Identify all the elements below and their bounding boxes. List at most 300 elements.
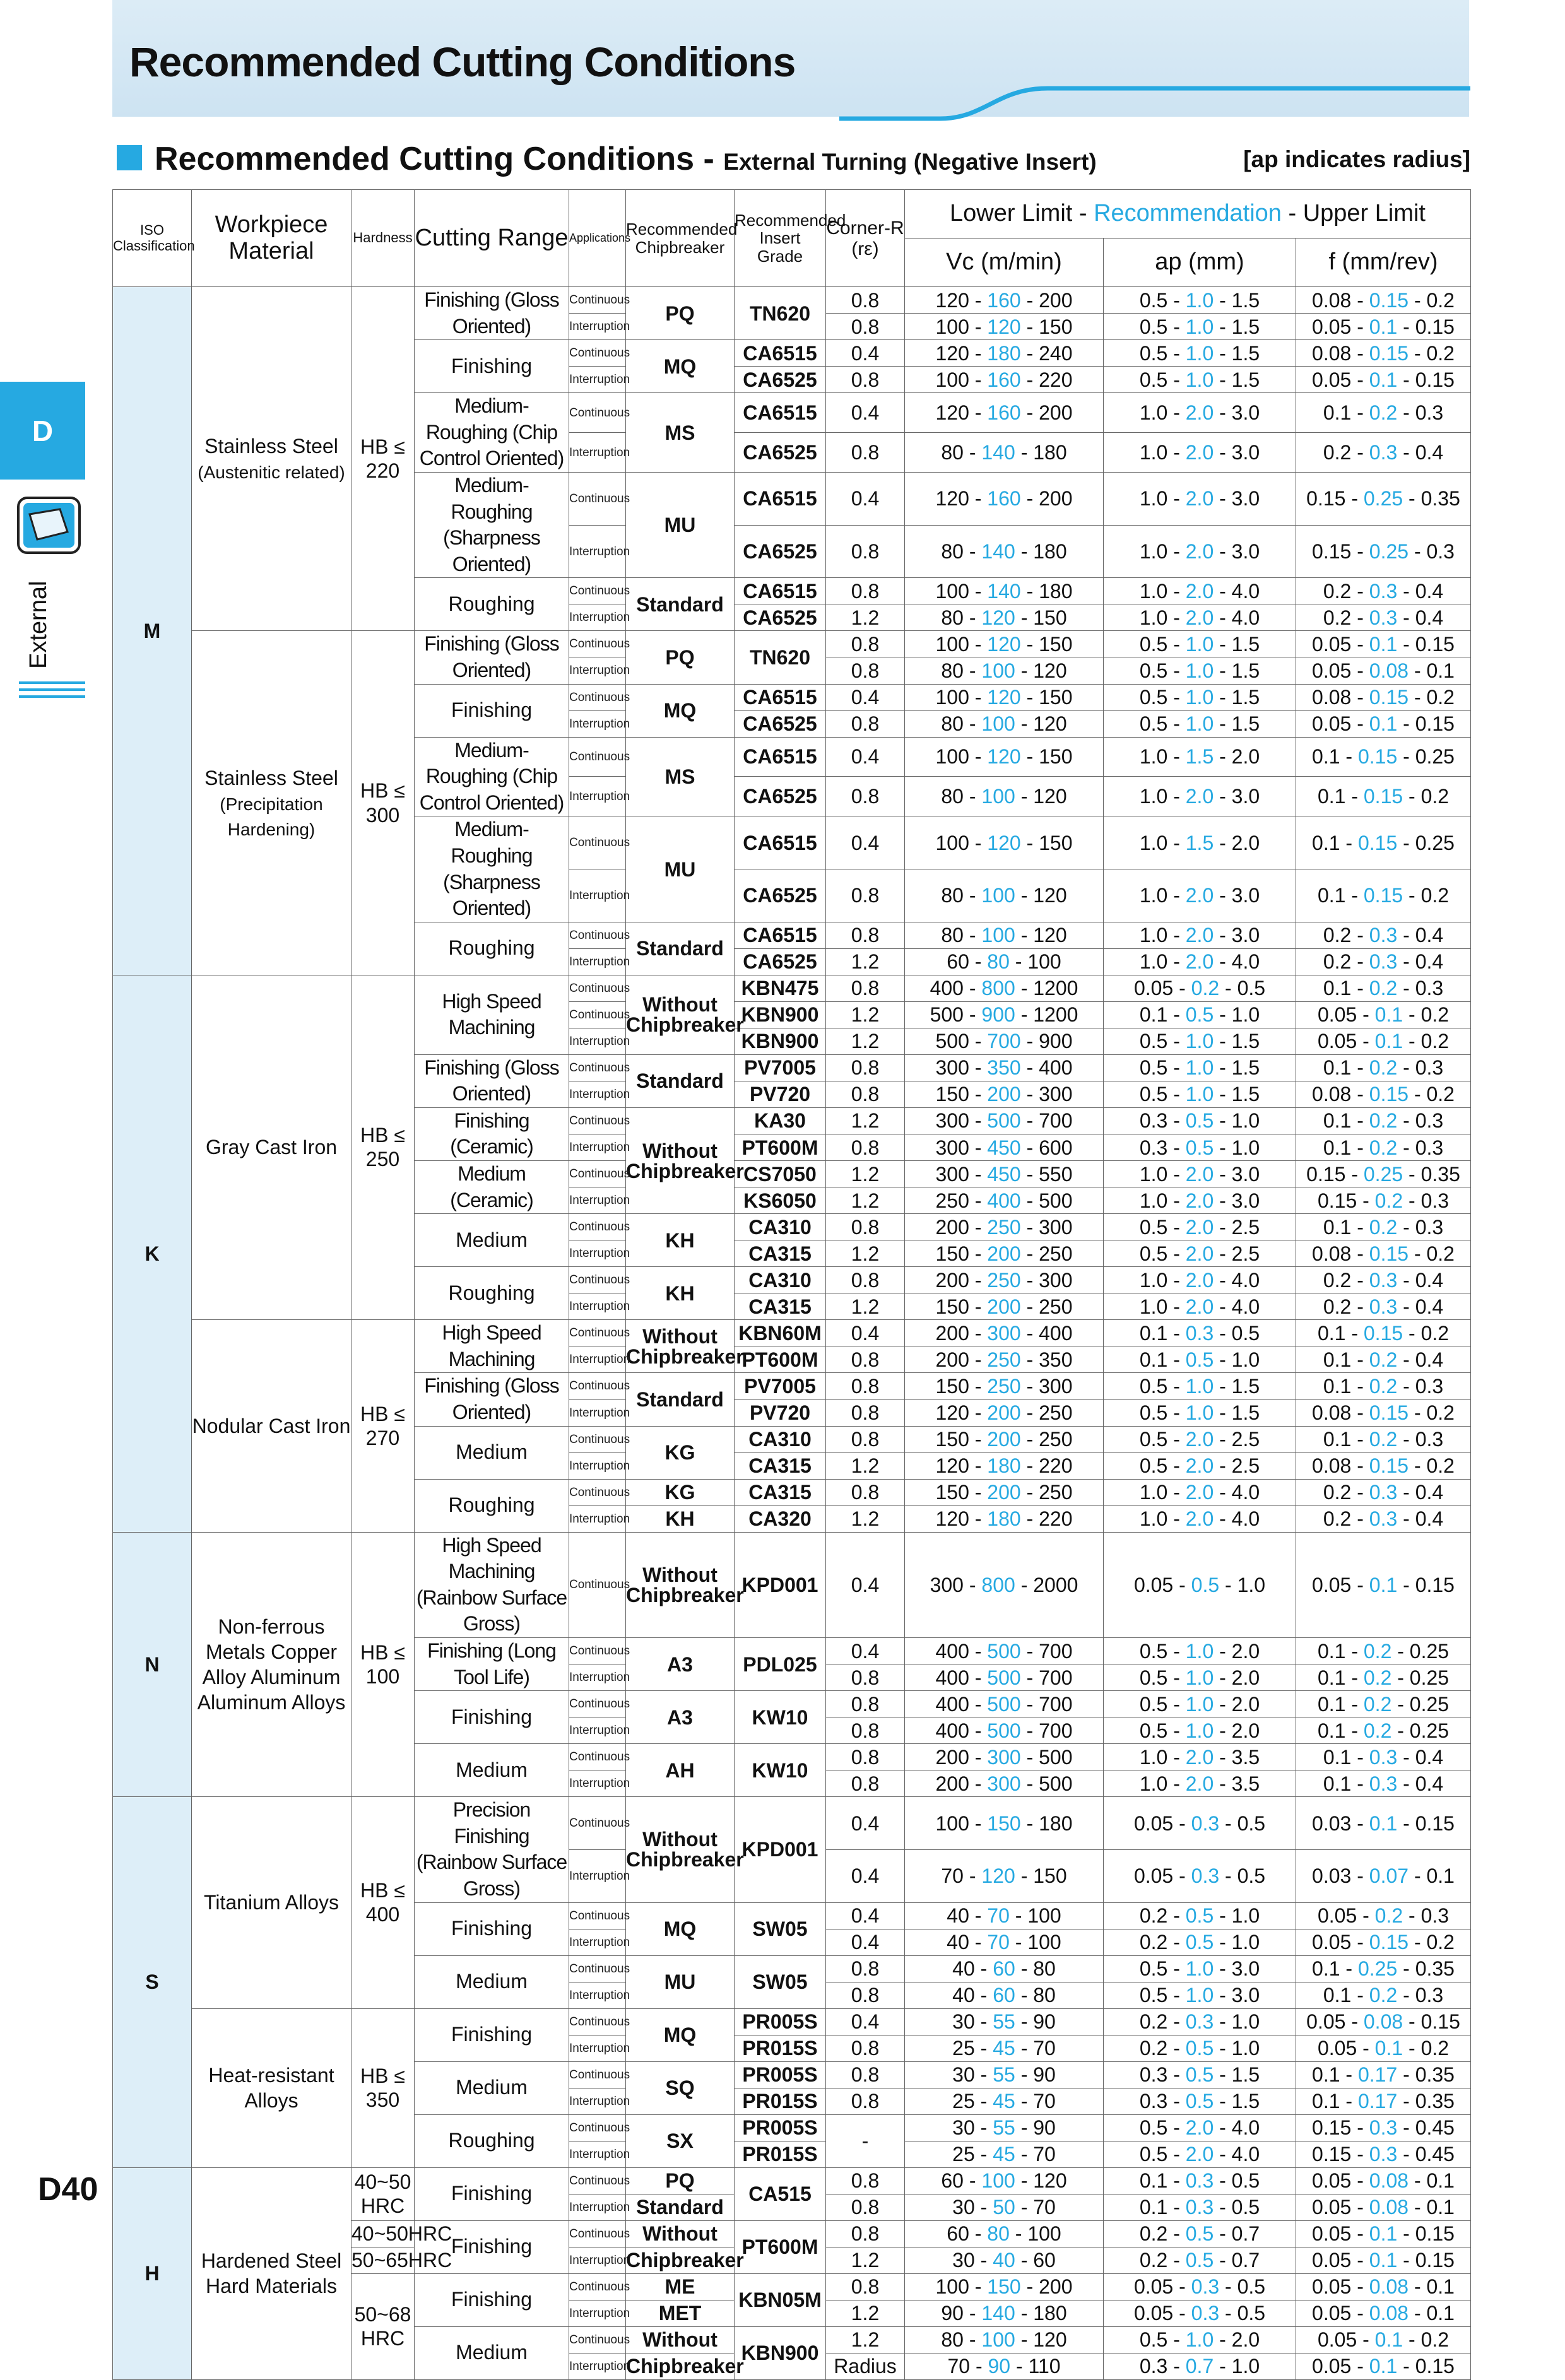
table-row: [113, 975, 1471, 1001]
ap-cell: 0.5 - 1.0 - 1.5: [1104, 1081, 1296, 1107]
iso-class: K: [113, 975, 192, 1532]
insert-grade: PV720: [735, 1399, 826, 1426]
hardness: 50~68 HRC: [351, 2273, 415, 2379]
ap-cell: 1.0 - 2.0 - 4.0: [1104, 1293, 1296, 1320]
vc-cell: 100 - 120 - 150: [905, 737, 1104, 777]
vc-cell: 400 - 500 - 700: [905, 1717, 1104, 1744]
ap-cell: 0.5 - 2.0 - 2.5: [1104, 1426, 1296, 1452]
cutting-range: Finishing: [415, 1691, 569, 1744]
insert-grade: CA315: [735, 1452, 826, 1479]
application: Continuous: [569, 922, 626, 948]
limit-post: - Upper Limit: [1281, 200, 1426, 227]
vc-cell: 80 - 140 - 180: [905, 525, 1104, 578]
application: Continuous: [569, 2326, 626, 2353]
corner-r: 0.8: [826, 433, 905, 473]
f-cell: 0.1 - 0.17 - 0.35: [1296, 2061, 1471, 2088]
ap-cell: 0.1 - 0.3 - 0.5: [1104, 1320, 1296, 1346]
f-cell: 0.1 - 0.2 - 0.3: [1296, 1107, 1471, 1134]
chipbreaker: MQ: [626, 340, 735, 393]
section-header: [117, 139, 1470, 179]
insert-grade: PR005S: [735, 2061, 826, 2088]
application: Interruption: [569, 367, 626, 393]
chipbreaker: Chipbreaker: [626, 2247, 735, 2273]
ap-cell: 0.5 - 1.0 - 3.0: [1104, 1982, 1296, 2008]
corner-r: 0.4: [826, 393, 905, 433]
vc-cell: 80 - 100 - 120: [905, 922, 1104, 948]
application: Interruption: [569, 2035, 626, 2061]
chipbreaker: Without Chipbreaker: [626, 1797, 735, 1902]
vc-cell: 150 - 200 - 300: [905, 1081, 1104, 1107]
vc-cell: 200 - 300 - 400: [905, 1320, 1104, 1346]
corner-r: 0.8: [826, 869, 905, 922]
hardness: HB ≤ 270: [351, 1320, 415, 1532]
ap-cell: 0.2 - 0.5 - 0.7: [1104, 2220, 1296, 2247]
insert-grade: CA6525: [735, 525, 826, 578]
application: Continuous: [569, 472, 626, 525]
workpiece-material: Nodular Cast Iron: [192, 1320, 351, 1532]
table-row: [113, 287, 1471, 314]
insert-grade: CA515: [735, 2167, 826, 2220]
ap-cell: 0.5 - 1.0 - 2.0: [1104, 1717, 1296, 1744]
chipbreaker: KG: [626, 1426, 735, 1479]
application: Interruption: [569, 1134, 626, 1160]
insert-grade: CA6525: [735, 710, 826, 737]
f-cell: 0.2 - 0.3 - 0.4: [1296, 1505, 1471, 1532]
ap-cell: 1.0 - 2.0 - 3.0: [1104, 393, 1296, 433]
f-cell: 0.1 - 0.2 - 0.3: [1296, 1426, 1471, 1452]
vc-cell: 300 - 450 - 600: [905, 1134, 1104, 1160]
col-f: f (mm/rev): [1296, 239, 1471, 287]
f-cell: 0.05 - 0.1 - 0.15: [1296, 2220, 1471, 2247]
chipbreaker: MS: [626, 393, 735, 473]
ap-cell: 1.0 - 2.0 - 3.5: [1104, 1770, 1296, 1797]
chipbreaker: MQ: [626, 684, 735, 737]
corner-r: 0.8: [826, 1744, 905, 1770]
ap-cell: 0.2 - 0.5 - 1.0: [1104, 1902, 1296, 1929]
ap-cell: 0.5 - 1.0 - 1.5: [1104, 1028, 1296, 1054]
corner-r: 0.4: [826, 816, 905, 869]
chipbreaker: Without: [626, 2220, 735, 2247]
vc-cell: 100 - 140 - 180: [905, 578, 1104, 604]
application: Continuous: [569, 393, 626, 433]
corner-r: 0.8: [826, 1054, 905, 1081]
vc-cell: 100 - 150 - 180: [905, 1797, 1104, 1850]
f-cell: 0.05 - 0.15 - 0.2: [1296, 1929, 1471, 1955]
f-cell: 0.05 - 0.08 - 0.1: [1296, 2273, 1471, 2300]
corner-r: 0.4: [826, 1797, 905, 1850]
cutting-range: Medium: [415, 2326, 569, 2379]
ap-cell: 0.5 - 1.0 - 1.5: [1104, 657, 1296, 684]
cutting-range: Medium-Roughing (Chip Control Oriented): [415, 737, 569, 816]
chipbreaker: KH: [626, 1505, 735, 1532]
workpiece-material: Heat-resistant Alloys: [192, 2008, 351, 2167]
insert-grade: PR005S: [735, 2114, 826, 2141]
application: Interruption: [569, 948, 626, 975]
section-note: [ap indicates radius]: [1243, 146, 1470, 172]
chipbreaker: Standard: [626, 1054, 735, 1107]
ap-cell: 0.5 - 1.0 - 1.5: [1104, 314, 1296, 340]
hardness: 50~65HRC: [351, 2247, 415, 2273]
application: Interruption: [569, 1982, 626, 2008]
f-cell: 0.2 - 0.3 - 0.4: [1296, 922, 1471, 948]
corner-r: 0.8: [826, 657, 905, 684]
corner-r: 0.8: [826, 2273, 905, 2300]
insert-grade: CA6525: [735, 433, 826, 473]
section-marker-icon: [117, 145, 142, 170]
iso-class: H: [113, 2167, 192, 2379]
f-cell: 0.2 - 0.3 - 0.4: [1296, 948, 1471, 975]
corner-r: 0.8: [826, 578, 905, 604]
ap-cell: 0.5 - 1.0 - 1.5: [1104, 367, 1296, 393]
insert-grade: KPD001: [735, 1532, 826, 1637]
ap-cell: 0.5 - 2.0 - 2.5: [1104, 1452, 1296, 1479]
f-cell: 0.08 - 0.15 - 0.2: [1296, 340, 1471, 367]
table-body: [113, 287, 1471, 2380]
corner-r: 0.8: [826, 1982, 905, 2008]
f-cell: 0.05 - 0.1 - 0.2: [1296, 2326, 1471, 2353]
f-cell: 0.2 - 0.3 - 0.4: [1296, 1293, 1471, 1320]
application: Interruption: [569, 604, 626, 631]
chipbreaker: KG: [626, 1479, 735, 1505]
ap-cell: 0.2 - 0.5 - 1.0: [1104, 1929, 1296, 1955]
chipbreaker: MET: [626, 2300, 735, 2326]
cutting-range: Finishing: [415, 2008, 569, 2061]
cutting-range: High Speed Machining: [415, 1320, 569, 1373]
f-cell: 0.15 - 0.3 - 0.45: [1296, 2114, 1471, 2141]
workpiece-material: Titanium Alloys: [192, 1797, 351, 2008]
corner-r: 0.8: [826, 2088, 905, 2114]
cutting-range: Roughing: [415, 578, 569, 631]
corner-r: 0.8: [826, 2167, 905, 2194]
ap-cell: 1.0 - 2.0 - 3.0: [1104, 433, 1296, 473]
application: Interruption: [569, 1399, 626, 1426]
insert-grade: KPD001: [735, 1797, 826, 1902]
vc-cell: 120 - 180 - 220: [905, 1505, 1104, 1532]
chipbreaker: KH: [626, 1267, 735, 1320]
corner-r: 0.8: [826, 1081, 905, 1107]
chipbreaker: Without Chipbreaker: [626, 1320, 735, 1373]
corner-r: 0.8: [826, 2220, 905, 2247]
f-cell: 0.1 - 0.2 - 0.3: [1296, 1214, 1471, 1240]
ap-cell: 1.0 - 1.5 - 2.0: [1104, 816, 1296, 869]
col-ap: ap (mm): [1104, 239, 1296, 287]
vc-cell: 60 - 80 - 100: [905, 948, 1104, 975]
corner-r: 1.2: [826, 1187, 905, 1214]
hardness: 40~50 HRC: [351, 2167, 415, 2220]
page-number: D40: [38, 2171, 98, 2208]
insert-grade: KS6050: [735, 1187, 826, 1214]
application: Interruption: [569, 2141, 626, 2167]
application: Continuous: [569, 1320, 626, 1346]
vc-cell: 80 - 100 - 120: [905, 777, 1104, 816]
insert-grade: CA6515: [735, 340, 826, 367]
vc-cell: 120 - 180 - 220: [905, 1452, 1104, 1479]
f-cell: 0.15 - 0.25 - 0.35: [1296, 1161, 1471, 1187]
hardness: HB ≤ 350: [351, 2008, 415, 2167]
vc-cell: 120 - 180 - 240: [905, 340, 1104, 367]
f-cell: 0.1 - 0.2 - 0.25: [1296, 1691, 1471, 1717]
chipbreaker: Without: [626, 2326, 735, 2353]
cutting-range: Medium-Roughing (Sharpness Oriented): [415, 472, 569, 577]
cutting-range: Finishing: [415, 2220, 569, 2273]
insert-grade: PR005S: [735, 2008, 826, 2035]
col-material: Workpiece Material: [192, 190, 351, 287]
chipbreaker: ME: [626, 2273, 735, 2300]
application: Continuous: [569, 2061, 626, 2088]
f-cell: 0.05 - 0.2 - 0.3: [1296, 1902, 1471, 1929]
corner-r: 1.2: [826, 604, 905, 631]
vc-cell: 150 - 200 - 250: [905, 1479, 1104, 1505]
f-cell: 0.1 - 0.3 - 0.4: [1296, 1744, 1471, 1770]
section-title: Recommended Cutting Conditions -: [155, 141, 724, 177]
chipbreaker: SQ: [626, 2061, 735, 2114]
iso-class: S: [113, 1797, 192, 2167]
chipbreaker: Standard: [626, 922, 735, 975]
f-cell: 0.15 - 0.25 - 0.3: [1296, 525, 1471, 578]
f-cell: 0.08 - 0.15 - 0.2: [1296, 1399, 1471, 1426]
cutting-range: Medium (Ceramic): [415, 1161, 569, 1214]
application: Continuous: [569, 684, 626, 710]
hardness: HB ≤ 100: [351, 1532, 415, 1797]
f-cell: 0.1 - 0.2 - 0.4: [1296, 1346, 1471, 1373]
ap-cell: 0.5 - 1.0 - 2.0: [1104, 2326, 1296, 2353]
vc-cell: 80 - 140 - 180: [905, 433, 1104, 473]
ap-cell: 1.0 - 2.0 - 3.0: [1104, 777, 1296, 816]
ap-cell: 0.5 - 1.0 - 1.5: [1104, 287, 1296, 314]
insert-grade: PV7005: [735, 1373, 826, 1399]
cutting-conditions-table: [112, 189, 1471, 2380]
insert-grade: TN620: [735, 287, 826, 340]
corner-r: Radius: [826, 2353, 905, 2379]
application: Continuous: [569, 1638, 626, 1664]
insert-grade: KBN60M: [735, 1320, 826, 1346]
table-row: [113, 2167, 1471, 2194]
f-cell: 0.15 - 0.25 - 0.35: [1296, 472, 1471, 525]
corner-r: 0.8: [826, 1214, 905, 1240]
cutting-range: Finishing (Gloss Oriented): [415, 287, 569, 340]
application: Interruption: [569, 433, 626, 473]
cutting-range: Medium-Roughing (Sharpness Oriented): [415, 816, 569, 922]
insert-grade: CA6525: [735, 604, 826, 631]
application: Continuous: [569, 737, 626, 777]
ap-cell: 1.0 - 2.0 - 3.0: [1104, 472, 1296, 525]
vc-cell: 400 - 500 - 700: [905, 1638, 1104, 1664]
ap-cell: 0.05 - 0.3 - 0.5: [1104, 1849, 1296, 1902]
ap-cell: 1.0 - 2.0 - 4.0: [1104, 1505, 1296, 1532]
f-cell: 0.05 - 0.1 - 0.2: [1296, 1028, 1471, 1054]
application: Interruption: [569, 2247, 626, 2273]
application: Continuous: [569, 578, 626, 604]
cutting-range: Medium: [415, 1744, 569, 1797]
insert-grade: SW05: [735, 1955, 826, 2008]
insert-grade: PV720: [735, 1081, 826, 1107]
corner-r: 1.2: [826, 1505, 905, 1532]
chipbreaker: Standard: [626, 578, 735, 631]
vc-cell: 200 - 300 - 500: [905, 1770, 1104, 1797]
ap-cell: 0.5 - 1.0 - 1.5: [1104, 1373, 1296, 1399]
insert-grade: CA6525: [735, 367, 826, 393]
ap-cell: 0.5 - 1.0 - 1.5: [1104, 684, 1296, 710]
ap-cell: 0.05 - 0.2 - 0.5: [1104, 975, 1296, 1001]
application: Interruption: [569, 710, 626, 737]
ap-cell: 1.0 - 2.0 - 3.0: [1104, 525, 1296, 578]
f-cell: 0.1 - 0.15 - 0.25: [1296, 816, 1471, 869]
insert-grade: CA6525: [735, 948, 826, 975]
chipbreaker: AH: [626, 1744, 735, 1797]
vc-cell: 100 - 120 - 150: [905, 631, 1104, 657]
corner-r: 0.8: [826, 975, 905, 1001]
corner-r: 0.8: [826, 314, 905, 340]
vc-cell: 80 - 100 - 120: [905, 710, 1104, 737]
application: Interruption: [569, 1849, 626, 1902]
cutting-range: Medium: [415, 2061, 569, 2114]
vc-cell: 300 - 350 - 400: [905, 1054, 1104, 1081]
ap-cell: 0.1 - 0.3 - 0.5: [1104, 2194, 1296, 2220]
cutting-range: Finishing (Ceramic): [415, 1107, 569, 1160]
table-row: [113, 1797, 1471, 1850]
chipbreaker: Without Chipbreaker: [626, 1532, 735, 1637]
insert-grade: CA315: [735, 1293, 826, 1320]
f-cell: 0.15 - 0.2 - 0.3: [1296, 1187, 1471, 1214]
insert-grade: CA315: [735, 1240, 826, 1267]
vc-cell: 300 - 800 - 2000: [905, 1532, 1104, 1637]
application: Continuous: [569, 631, 626, 657]
vc-cell: 150 - 200 - 250: [905, 1426, 1104, 1452]
vc-cell: 30 - 55 - 90: [905, 2061, 1104, 2088]
application: Continuous: [569, 340, 626, 367]
ap-cell: 0.5 - 2.0 - 4.0: [1104, 2114, 1296, 2141]
workpiece-material: Stainless Steel (Austenitic related): [192, 287, 351, 631]
insert-grade: CA6515: [735, 816, 826, 869]
application: Continuous: [569, 1107, 626, 1134]
cutting-range: Roughing: [415, 1479, 569, 1532]
corner-r: 0.4: [826, 1929, 905, 1955]
table-row: [113, 1532, 1471, 1637]
corner-r: 0.4: [826, 1902, 905, 1929]
application: Continuous: [569, 816, 626, 869]
application: Interruption: [569, 2300, 626, 2326]
corner-r: 1.2: [826, 1107, 905, 1134]
application: Continuous: [569, 1054, 626, 1081]
insert-grade: KW10: [735, 1691, 826, 1744]
corner-r: 0.8: [826, 2194, 905, 2220]
vc-cell: 150 - 250 - 300: [905, 1373, 1104, 1399]
chipbreaker: Standard: [626, 2194, 735, 2220]
corner-r: -: [826, 2114, 905, 2167]
f-cell: 0.1 - 0.15 - 0.25: [1296, 737, 1471, 777]
ap-cell: 1.0 - 1.5 - 2.0: [1104, 737, 1296, 777]
ap-cell: 0.5 - 1.0 - 2.0: [1104, 1664, 1296, 1691]
cutting-range: Roughing: [415, 2114, 569, 2167]
corner-r: 0.4: [826, 1532, 905, 1637]
chipbreaker: Standard: [626, 1373, 735, 1426]
corner-r: 1.2: [826, 1001, 905, 1028]
f-cell: 0.1 - 0.17 - 0.35: [1296, 2088, 1471, 2114]
corner-r: 0.8: [826, 2061, 905, 2088]
insert-grade: SW05: [735, 1902, 826, 1955]
hardness: HB ≤ 220: [351, 287, 415, 631]
vc-cell: 100 - 150 - 200: [905, 2273, 1104, 2300]
vc-cell: 200 - 250 - 300: [905, 1214, 1104, 1240]
insert-grade: KW10: [735, 1744, 826, 1797]
f-cell: 0.2 - 0.3 - 0.4: [1296, 1479, 1471, 1505]
vc-cell: 40 - 70 - 100: [905, 1929, 1104, 1955]
f-cell: 0.05 - 0.08 - 0.1: [1296, 2194, 1471, 2220]
insert-grade: KBN05M: [735, 2273, 826, 2326]
vc-cell: 200 - 250 - 350: [905, 1346, 1104, 1373]
application: Interruption: [569, 1346, 626, 1373]
vc-cell: 150 - 200 - 250: [905, 1293, 1104, 1320]
vc-cell: 70 - 120 - 150: [905, 1849, 1104, 1902]
application: Interruption: [569, 2353, 626, 2379]
insert-grade: PR015S: [735, 2141, 826, 2167]
ap-cell: 0.3 - 0.5 - 1.0: [1104, 1107, 1296, 1134]
cutting-range: Finishing (Gloss Oriented): [415, 1054, 569, 1107]
f-cell: 0.05 - 0.08 - 0.15: [1296, 2008, 1471, 2035]
vc-cell: 60 - 100 - 120: [905, 2167, 1104, 2194]
ap-cell: 0.5 - 1.0 - 2.0: [1104, 1638, 1296, 1664]
workpiece-material: Hardened Steel Hard Materials: [192, 2167, 351, 2379]
table-row: [113, 2008, 1471, 2035]
insert-grade: PV7005: [735, 1054, 826, 1081]
cutting-range: High Speed Machining: [415, 975, 569, 1054]
f-cell: 0.1 - 0.15 - 0.2: [1296, 1320, 1471, 1346]
ap-cell: 0.5 - 1.0 - 1.5: [1104, 710, 1296, 737]
corner-r: 0.8: [826, 710, 905, 737]
ap-cell: 0.05 - 0.3 - 0.5: [1104, 2300, 1296, 2326]
hardness: HB ≤ 300: [351, 631, 415, 975]
application: Interruption: [569, 1187, 626, 1214]
f-cell: 0.1 - 0.2 - 0.25: [1296, 1638, 1471, 1664]
insert-grade: CA6515: [735, 472, 826, 525]
corner-r: 0.8: [826, 1691, 905, 1717]
insert-grade: CA6515: [735, 578, 826, 604]
f-cell: 0.03 - 0.1 - 0.15: [1296, 1797, 1471, 1850]
application: Continuous: [569, 2008, 626, 2035]
iso-class: M: [113, 287, 192, 975]
corner-r: 1.2: [826, 1161, 905, 1187]
application: Interruption: [569, 1505, 626, 1532]
workpiece-material: Stainless Steel (Precipitation Hardening): [192, 631, 351, 975]
corner-r: 0.8: [826, 2035, 905, 2061]
insert-icon: [16, 495, 82, 555]
f-cell: 0.1 - 0.2 - 0.3: [1296, 1982, 1471, 2008]
col-applications: Applications: [569, 190, 626, 287]
chipbreaker: A3: [626, 1638, 735, 1691]
limit-rec: Recommendation: [1094, 200, 1282, 227]
application: Continuous: [569, 2273, 626, 2300]
chapter-tab[interactable]: D: [0, 382, 85, 480]
f-cell: 0.2 - 0.3 - 0.4: [1296, 433, 1471, 473]
corner-r: 0.8: [826, 367, 905, 393]
corner-r: 0.8: [826, 1346, 905, 1373]
corner-r: 0.8: [826, 287, 905, 314]
vc-cell: 400 - 500 - 700: [905, 1691, 1104, 1717]
application: Continuous: [569, 1426, 626, 1452]
cutting-range: Finishing: [415, 2273, 569, 2326]
col-iso: ISO Classification: [113, 190, 192, 287]
corner-r: 1.2: [826, 2247, 905, 2273]
f-cell: 0.1 - 0.2 - 0.3: [1296, 975, 1471, 1001]
insert-grade: KA30: [735, 1107, 826, 1134]
f-cell: 0.1 - 0.15 - 0.2: [1296, 869, 1471, 922]
insert-grade: PR015S: [735, 2035, 826, 2061]
insert-grade: CA6515: [735, 922, 826, 948]
f-cell: 0.1 - 0.25 - 0.35: [1296, 1955, 1471, 1982]
cutting-range: Medium-Roughing (Chip Control Oriented): [415, 393, 569, 473]
chipbreaker: MS: [626, 737, 735, 816]
chipbreaker: PQ: [626, 287, 735, 340]
